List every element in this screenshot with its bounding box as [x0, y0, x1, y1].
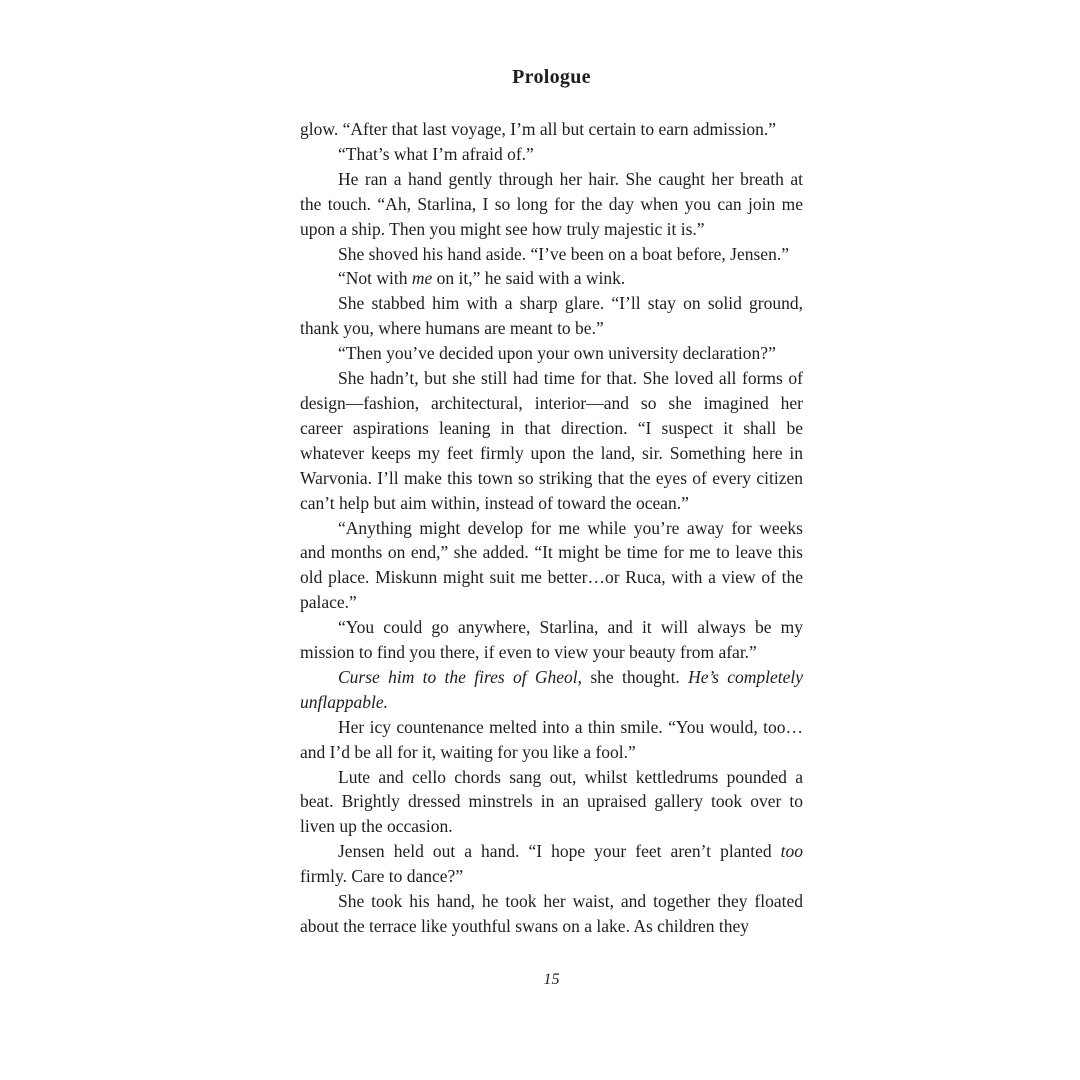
paragraph [300, 839, 803, 889]
text-segment: “You could go anywhere, Starlina, and it will always be my mission to find you there, if even to view your beauty from afar.” [300, 617, 803, 663]
paragraph [300, 665, 803, 715]
text-segment-italic: me [411, 268, 433, 289]
paragraph [300, 715, 803, 765]
paragraph [300, 142, 803, 167]
text-segment: Her icy countenance melted into a thin smile. “You would, too…and I’d be all for it, waiting for you like a fool.” [300, 716, 803, 762]
paragraph [300, 615, 803, 665]
text-segment: She shoved his hand aside. “I’ve been on a boat before, Jensen.” [338, 243, 789, 264]
chapter-title: Prologue [512, 66, 591, 88]
text-segment: , she thought. [577, 666, 689, 687]
paragraph [300, 242, 803, 267]
paragraph [300, 516, 803, 616]
text-segment: Lute and cello chords sang out, whilst kettledrums pounded a beat. Brightly dressed minstrels in an upraised gallery took over to liven up the occasion. [300, 766, 803, 837]
paragraph [300, 765, 803, 840]
text-segment: He ran a hand gently through her hair. She caught her breath at the touch. “Ah, Starlina, I so long for the day when you can join me upon a ship. Then you might see how truly majestic it is.” [300, 168, 803, 239]
text-segment-italic: Curse him to the fires of Gheol [338, 666, 578, 687]
text-segment: She hadn’t, but she still had time for that. She loved all forms of design—fashion, architectural, interior—and so she imagined her career aspirations leaning in that direction. “I suspect it shall be whatever keeps my feet firmly upon the land, sir. Something here in Warvonia. I’ll make this town so striking that the eyes of every citizen can’t help but aim within, instead of toward the ocean.” [300, 368, 803, 513]
text-segment-italic: too [780, 841, 803, 862]
body-text [300, 117, 803, 939]
page-number: 15 [543, 971, 560, 988]
paragraph [300, 167, 803, 242]
paragraph [300, 291, 803, 341]
text-segment: She took his hand, he took her waist, and together they floated about the terrace like youthful swans on a lake. As children they [300, 891, 803, 936]
text-segment: glow. “After that last voyage, I’m all but certain to earn admission.” [300, 119, 777, 139]
paragraph [300, 117, 803, 142]
text-segment: “Anything might develop for me while you’re away for weeks and months on end,” she added. “It might be time for me to leave this old place. Miskunn might suit me better…or Ruca, with a view of the palace.” [300, 517, 803, 613]
page-content [300, 0, 803, 1080]
text-segment: Jensen held out a hand. “I hope your feet aren’t planted [338, 841, 781, 862]
text-segment: on it,” he said with a wink. [432, 268, 626, 289]
text-segment: She stabbed him with a sharp glare. “I’ll stay on solid ground, thank you, where humans are meant to be.” [300, 293, 803, 339]
text-segment: firmly. Care to dance?” [300, 866, 464, 887]
paragraph [300, 366, 803, 515]
text-segment: “Not with [338, 268, 412, 289]
text-segment: “That’s what I’m afraid of.” [338, 143, 534, 164]
paragraph [300, 341, 803, 366]
paragraph [300, 266, 803, 291]
text-segment: “Then you’ve decided upon your own university declaration?” [338, 343, 776, 364]
text-segment-italic: He’s completely unflappable. [300, 666, 803, 712]
paragraph [300, 889, 803, 939]
